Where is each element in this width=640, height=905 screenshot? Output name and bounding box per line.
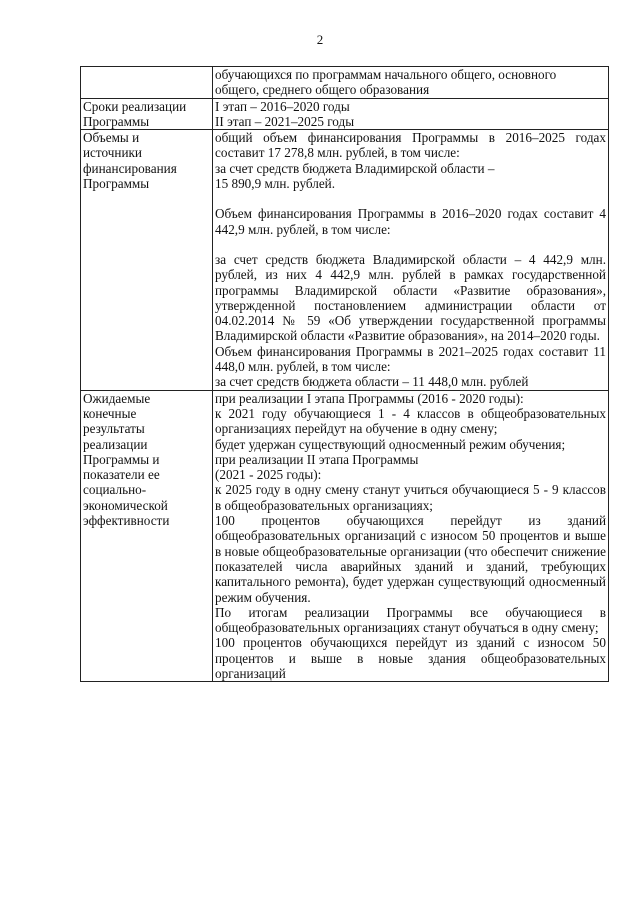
table-row (81, 130, 609, 390)
row-content-cell (213, 390, 609, 682)
table-row (81, 390, 609, 682)
content-paragraph: будет удержан существующий односменный режим обучения; (215, 436, 566, 452)
content-paragraph: к 2021 году обучающиеся 1 - 4 классов в общеобразовательных организациях перейдут на обучение в одну смену; (215, 405, 606, 437)
content-paragraph: 100 процентов обучающихся перейдут из зданий общеобразовательных организаций с износом 50 процентов и выше в новые общеобразовательные организации (что обеспечит снижение показателей числа аварийных зданий и зданий, требующих капитального ремонта), будет удержан существующий односменный режим обучения. (215, 513, 606, 605)
row-label-cell (81, 67, 213, 99)
row-label-line: Программы и (83, 451, 160, 467)
row-label-cell (81, 390, 213, 682)
content-paragraph: за счет средств бюджета Владимирской области – (215, 160, 495, 176)
content-paragraph: обучающихся по программам начального общего, основного (215, 67, 557, 82)
content-paragraph: при реализации II этапа Программы (215, 451, 419, 467)
content-paragraph: 15 890,9 млн. рублей. (215, 176, 336, 192)
row-label-cell (81, 130, 213, 390)
content-paragraph: к 2025 году в одну смену станут учиться обучающиеся 5 - 9 классов в общеобразовательных организациях; (215, 482, 606, 513)
row-label-line: Программы (83, 176, 150, 192)
paragraph-gap (215, 191, 606, 206)
content-paragraph: общего, среднего общего образования (215, 82, 430, 98)
table-row (81, 98, 609, 130)
content-paragraph: за счет средств бюджета области – 11 448,0 млн. рублей (215, 374, 529, 390)
row-content-cell (213, 130, 609, 390)
content-paragraph: при реализации I этапа Программы (2016 - 2020 годы): (215, 390, 524, 406)
row-label-line: Программы (83, 113, 150, 129)
content-paragraph: 100 процентов обучающихся перейдут из зданий с износом 50 процентов и выше в новые здания общеобразовательных организаций (215, 635, 606, 681)
page-number: 2 (316, 32, 324, 47)
row-content-cell (213, 98, 609, 130)
table-body (81, 67, 609, 682)
row-label-line: показатели ее (83, 467, 160, 483)
content-paragraph: за счет средств бюджета Владимирской области – 4 442,9 млн. рублей, из них 4 442,9 млн. рублей в рамках государственной программы Владимирской области «Развитие образования», утвержденной постановлением администрации области от 04.02.2014 № 59 «Об утверждении государственной программы Владимирской области «Развитие образования», на 2014–2020 годы. (215, 251, 606, 344)
content-paragraph: (2021 - 2025 годы): (215, 467, 322, 483)
row-label-cell (81, 98, 213, 130)
row-label-line: Ожидаемые (83, 390, 151, 406)
paragraph-gap (215, 237, 606, 252)
passport-table (80, 66, 609, 682)
content-paragraph: Объем финансирования Программы в 2016–2020 годах составит 4 442,9 млн. рублей, в том числе: (215, 206, 606, 237)
row-label-line: реализации (83, 436, 148, 452)
row-label-line: экономической (83, 497, 168, 513)
content-paragraph: I этап – 2016–2020 годы (215, 98, 350, 114)
row-label-line: Объемы и (83, 130, 140, 146)
content-paragraph: По итогам реализации Программы все обучающиеся в общеобразовательных организациях станут обучаться в одну смену; (215, 604, 606, 636)
row-label-line: результаты (83, 421, 145, 437)
row-label-line: источники (83, 145, 142, 161)
row-label-line: социально- (83, 482, 147, 498)
content-paragraph: общий объем финансирования Программы в 2016–2025 годах составит 17 278,8 млн. рублей, в том числе: (215, 130, 606, 161)
row-label-line: эффективности (83, 513, 170, 529)
row-content-cell (213, 67, 609, 99)
table-row (81, 67, 609, 99)
row-label-line: конечные (83, 405, 137, 421)
content-paragraph: Объем финансирования Программы в 2021–2025 годах составит 11 448,0 млн. рублей, в том числе: (215, 343, 606, 375)
row-label-line: финансирования (83, 160, 177, 176)
row-label-line: Сроки реализации (83, 98, 187, 114)
content-paragraph: II этап – 2021–2025 годы (215, 113, 355, 129)
